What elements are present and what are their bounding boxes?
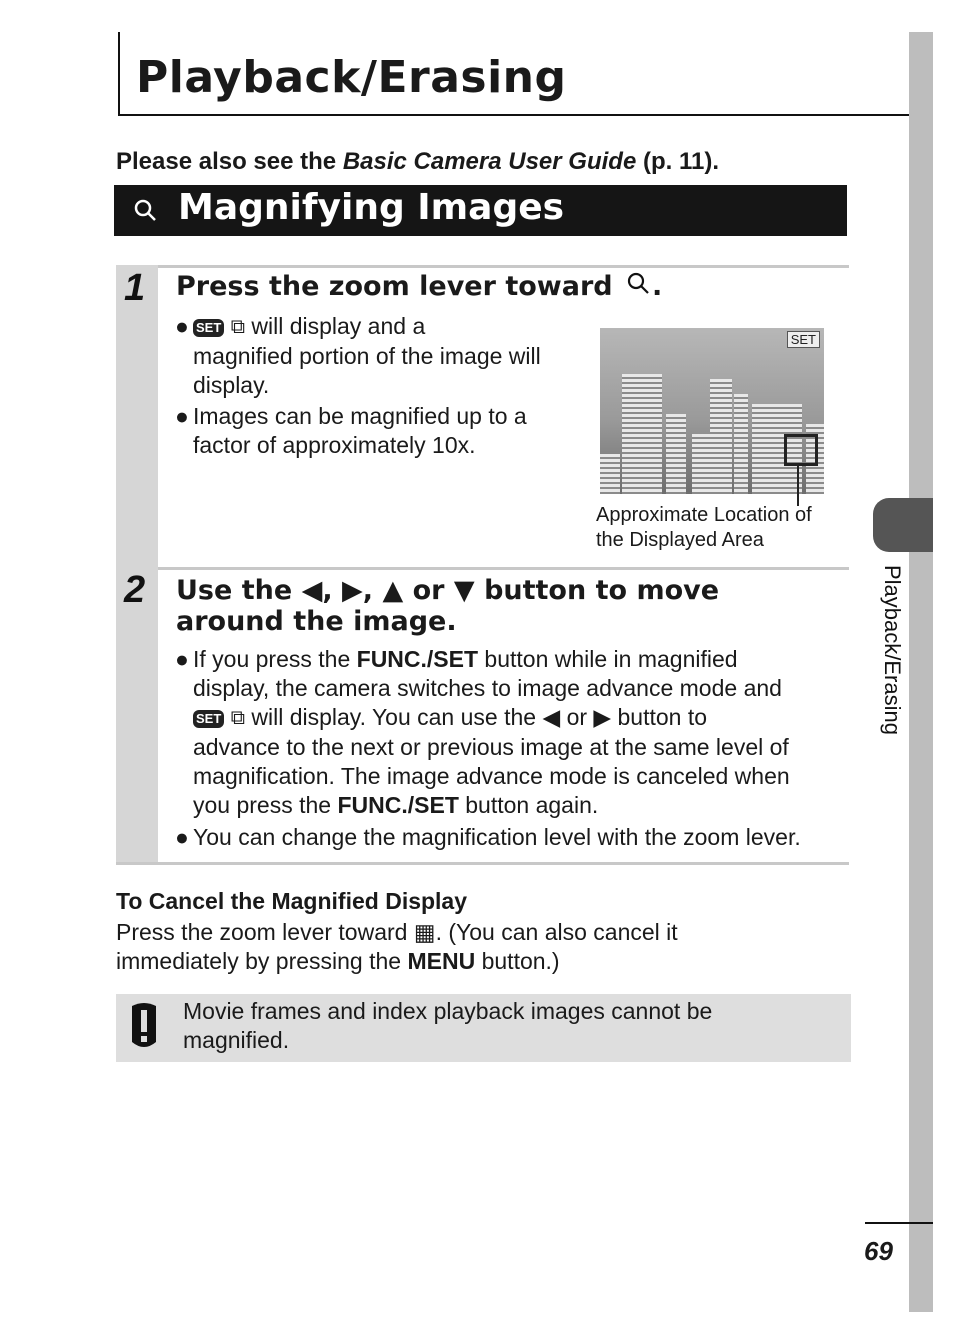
building (734, 394, 748, 494)
bullet-dot: ● (175, 824, 189, 850)
set-badge: SET (787, 331, 820, 348)
set-badge: SET (193, 319, 224, 337)
caution-line: magnified. (183, 1027, 290, 1053)
section-header (114, 185, 847, 236)
caption-line: Approximate Location of (596, 504, 812, 526)
arrow-left-icon: ◀ (301, 575, 323, 606)
bullet-text: Images can be magnified up to a (193, 403, 527, 429)
step-2 (116, 567, 849, 865)
see-also-note (116, 148, 719, 176)
chapter-tab (873, 498, 933, 552)
bullet-dot: ● (175, 403, 189, 429)
cancel-text-part: Press the zoom lever toward (116, 919, 408, 945)
bullet-text: If you press the (193, 646, 351, 672)
side-strip (909, 32, 933, 1312)
bullet-text: magnified portion of the image will (193, 343, 541, 370)
bullet-dot: ● (175, 313, 189, 339)
step-number: 2 (124, 569, 146, 611)
arrow-up-icon: ▲ (382, 575, 404, 606)
magnifier-icon (626, 271, 652, 297)
see-also-prefix: Please also see the (116, 148, 337, 175)
page-title: Playback/Erasing (136, 52, 567, 103)
cancel-text-part: button.) (481, 948, 560, 974)
step-rule (158, 567, 849, 570)
see-also-suffix: (p. 11). (642, 148, 719, 175)
step-rule (116, 862, 849, 865)
magnify-frame-icon: ⧉ (230, 316, 245, 339)
caution-text (183, 997, 712, 1055)
func-set-button-name: FUNC./SET (337, 792, 459, 819)
bullet-item (175, 402, 527, 460)
page-number-rule (865, 1222, 933, 1224)
step-heading-text: button to move (484, 575, 720, 606)
bullet-item (175, 312, 541, 400)
arrow-down-icon: ▼ (453, 575, 475, 606)
bullet-text: you press the (193, 792, 332, 819)
display-area-frame (784, 434, 818, 466)
step-number-column (116, 265, 158, 567)
building (622, 374, 662, 494)
magnifier-icon (132, 197, 158, 223)
bullet-text: You can change the magnification level with the zoom lever. (193, 824, 801, 850)
building (600, 454, 620, 494)
bullet-dot: ● (175, 646, 189, 672)
chapter-label (876, 565, 906, 775)
bullet-text: button while in magnified (484, 646, 738, 672)
bullet-text: will display and a (251, 313, 426, 339)
building (710, 379, 732, 494)
bullet-item (175, 645, 790, 820)
step-heading (176, 271, 662, 302)
bullet-text: button to (617, 704, 708, 730)
arrow-right-icon: ▶ (593, 704, 612, 730)
step-heading-or: or (412, 575, 445, 606)
caption-line: the Displayed Area (596, 529, 764, 551)
image-advance-icon: ⧉ (230, 707, 245, 730)
caution-line: Movie frames and index playback images cannot be (183, 998, 713, 1024)
func-set-button-name: FUNC./SET (356, 646, 479, 672)
title-rule (118, 32, 120, 116)
cancel-text-part: immediately by pressing the (116, 948, 402, 974)
step-heading-text: around the image. (176, 606, 457, 637)
step-number-column (116, 567, 158, 865)
magnified-photo (600, 328, 824, 494)
title-underline (118, 114, 933, 116)
step-rule (158, 265, 849, 268)
page-number: 69 (864, 1236, 893, 1266)
bullet-text: factor of approximately 10x. (193, 432, 476, 458)
cancel-text (116, 918, 678, 976)
step-number: 1 (124, 267, 146, 309)
see-also-guide: Basic Camera User Guide (342, 148, 637, 175)
bullet-text: or (566, 704, 588, 730)
index-view-icon: ▦ (413, 919, 436, 945)
cancel-text-part: . (You can also cancel it (435, 919, 678, 945)
step-heading-text: Use the (176, 575, 293, 606)
arrow-left-icon: ◀ (542, 704, 561, 730)
building (666, 414, 686, 494)
menu-button-name: MENU (407, 948, 476, 974)
step-heading: Use the ◀, ▶, ▲ or ▼ button to move around the image. (176, 575, 720, 637)
bullet-item (175, 823, 801, 852)
bullet-text: advance to the next or previous image at the same level of (193, 734, 789, 761)
bullet-text: display, the camera switches to image advance mode and (193, 675, 782, 701)
bullet-text: display. (193, 372, 270, 399)
bullet-text: will display. You can use the (251, 704, 537, 730)
set-badge: SET (193, 710, 224, 728)
caution-icon (124, 1002, 164, 1050)
cancel-heading: To Cancel the Magnified Display (116, 888, 468, 914)
photo-caption (596, 503, 812, 553)
chapter-label-text: Playback/Erasing (880, 565, 905, 735)
bullet-text: magnification. The image advance mode is canceled when (193, 763, 790, 790)
section-title: Magnifying Images (178, 187, 565, 228)
bullet-text: button again. (465, 792, 599, 819)
callout-line (797, 466, 799, 506)
step-heading-text: Press the zoom lever toward (176, 271, 613, 302)
step-heading-end: . (652, 271, 663, 302)
caution-note (116, 994, 851, 1062)
arrow-right-icon: ▶ (342, 575, 363, 606)
